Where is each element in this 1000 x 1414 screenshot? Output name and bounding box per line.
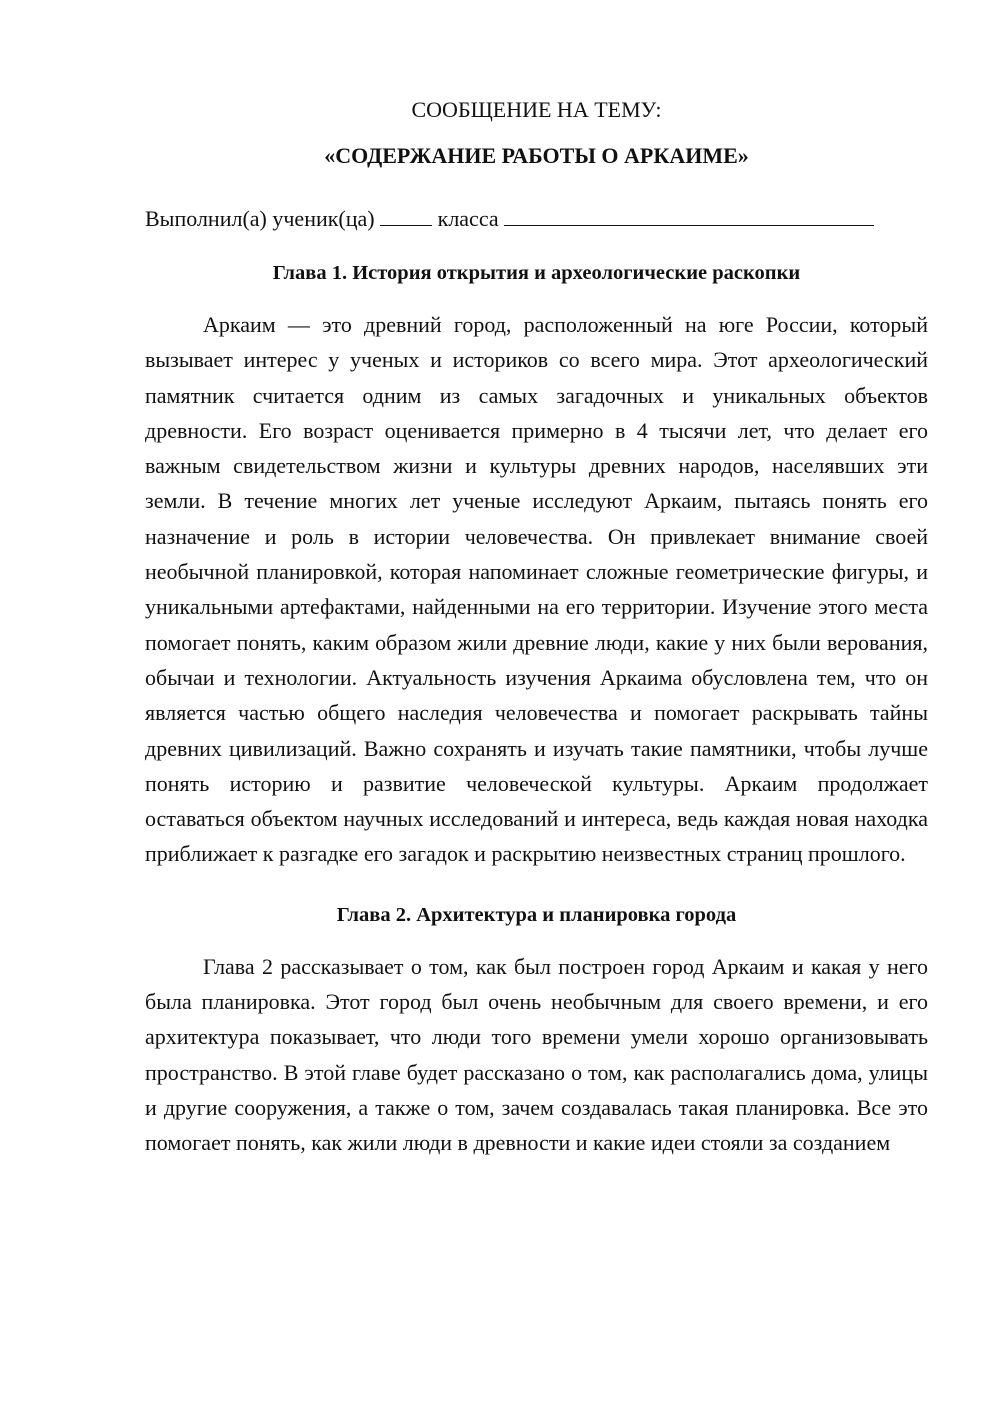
document-subtitle: «СОДЕРЖАНИЕ РАБОТЫ О АРКАИМЕ» <box>324 143 749 168</box>
grade-blank <box>380 203 432 226</box>
school-blank <box>504 203 874 226</box>
chapter-2-heading: Глава 2. Архитектура и планировка города <box>336 903 737 926</box>
document-title: СООБЩЕНИЕ НА ТЕМУ: <box>411 97 662 122</box>
chapter-2-text: Глава 2 рассказывает о том, как был построен город Аркаим и какая у него была планировка. Этот город был очень необычным для своего времени, и его архитектура показывает, что люди того времени умели хорошо организовывать пространство. В этой главе будет рассказано о том, как располагались дома, улицы и другие сооружения, а также о том, зачем создавалась такая планировка. Все это помогает понять, как жили люди в древности и какие идеи стояли за созданием <box>145 953 928 1156</box>
author-line <box>145 201 928 236</box>
document-page <box>145 88 928 1161</box>
author-label: Выполнил(а) ученик(ца) <box>145 206 375 231</box>
class-label: класса <box>437 206 499 231</box>
chapter-1-text: Аркаим — это древний город, расположенный на юге России, который вызывает интерес у ученых и историков со всего мира. Этот археологический памятник считается одним из самых загадочных и уникальных объектов древности. Его возраст оценивается примерно в 4 тысячи лет, что делает его важным свидетельством жизни и культуры древних народов, населявших эти земли. В течение многих лет ученые исследуют Аркаим, пытаясь понять его назначение и роль в истории человечества. Он привлекает внимание своей необычной планировкой, которая напоминает сложные геометрические фигуры, и уникальными артефактами, найденными на его территории. Изучение этого места помогает понять, каким образом жили древние люди, какие у них были верования, обычаи и технологии. Актуальность изучения Аркаима обусловлена тем, что он является частью общего наследия человечества и помогает раскрывать тайны древних цивилизаций. Важно сохранять и изучать такие памятники, чтобы лучше понять историю и развитие человеческой культуры. Аркаим продолжает оставаться объектом научных исследований и интереса, ведь каждая новая находка приближает к разгадке его загадок и раскрытию неизвестных страниц прошлого. <box>145 312 928 867</box>
chapter-1-heading: Глава 1. История открытия и археологические раскопки <box>272 262 801 284</box>
